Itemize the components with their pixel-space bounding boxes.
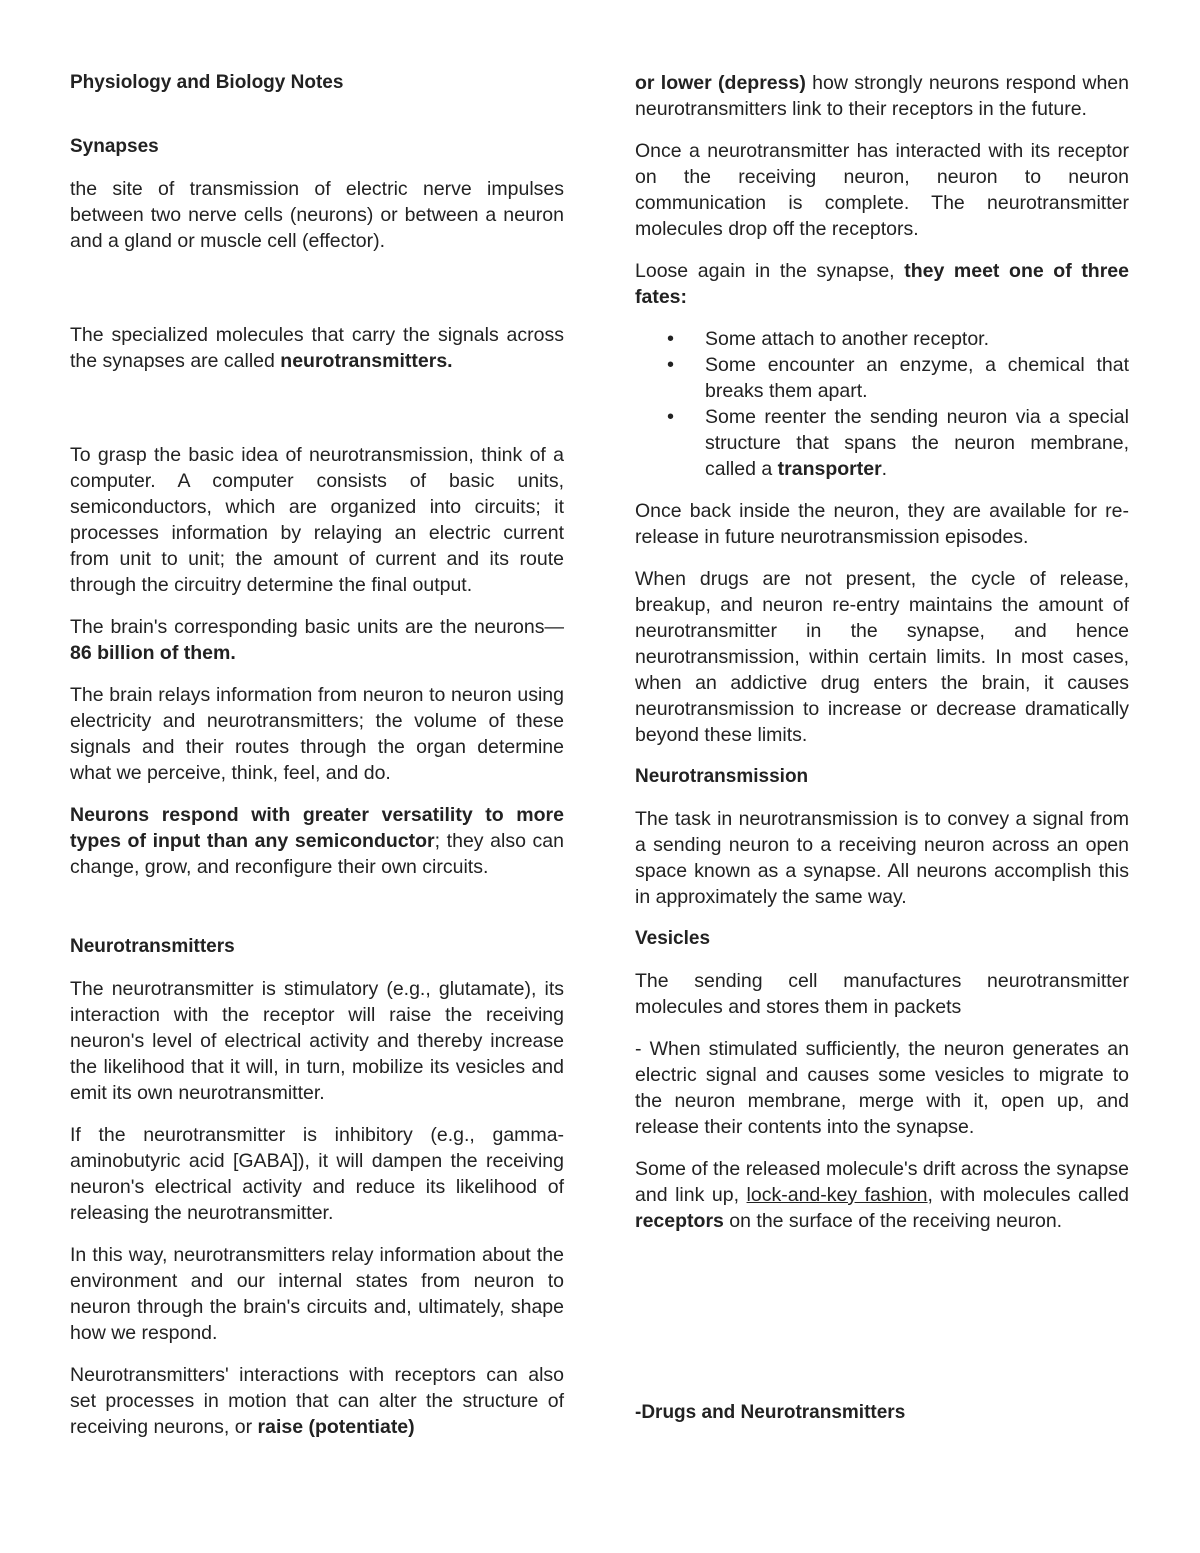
paragraph-task: The task in neurotransmission is to convey a signal from a sending neuron to a receiving neuron across an open space known as a synapse. All neurons accomplish this in approximately the same way. bbox=[635, 808, 1129, 908]
lock-and-key-link[interactable]: lock-and-key fashion bbox=[746, 1184, 928, 1206]
page-title: Physiology and Biology Notes bbox=[70, 72, 344, 93]
term-neurotransmitters: neurotransmitters. bbox=[280, 350, 453, 372]
versatility-bold: Neurons respond with greater versatility to more types of input than any semiconductor bbox=[70, 804, 564, 852]
paragraph-back-inside: Once back inside the neuron, they are available for re-release in future neurotransmission episodes. bbox=[635, 500, 1129, 548]
paragraph-neurons-count: The brain's corresponding basic units are the neurons—86 billion of them. bbox=[70, 616, 564, 664]
paragraph-loose-again: Loose again in the synapse, they meet one of three fates: bbox=[635, 260, 1129, 308]
paragraph-versatility: Neurons respond with greater versatility to more types of input than any semiconductor; they also can change, grow, and reconfigure their own circuits. bbox=[70, 804, 564, 878]
paragraph-neurotransmitters-intro: The specialized molecules that carry the signals across the synapses are called neurotransmitters. bbox=[70, 324, 564, 372]
heading-neurotransmission: Neurotransmission bbox=[635, 766, 809, 787]
heading-drugs-and-neurotransmitters: -Drugs and Neurotransmitters bbox=[635, 1402, 906, 1423]
paragraph-sending-cell: The sending cell manufactures neurotransmitter molecules and stores them in packets bbox=[635, 970, 1129, 1018]
heading-vesicles: Vesicles bbox=[635, 928, 711, 949]
paragraph-once-interacted: Once a neurotransmitter has interacted with its receptor on the receiving neuron, neuron to neuron communication is complete. The neurotransmitter molecules drop off the receptors. bbox=[635, 140, 1129, 240]
paragraph-brain-relays: The brain relays information from neuron to neuron using electricity and neurotransmitters; the volume of these signals and their routes through the organ determine what we perceive, think, feel, and do. bbox=[70, 684, 564, 784]
term-receptors: receptors bbox=[635, 1210, 724, 1232]
term-transporter: transporter bbox=[777, 458, 882, 480]
neurons-count-bold: 86 billion of them. bbox=[70, 642, 236, 664]
paragraph-drugs-not-present: When drugs are not present, the cycle of release, breakup, and neuron re-entry maintains the amount of neurotransmitter in the synapse, and hence neurotransmission, within certain limits. In most cases, when an addictive drug enters the brain, it causes neurotransmission to increase or decrease dramatically beyond these limits. bbox=[635, 568, 1129, 746]
lower-depress-bold: or lower (depress) bbox=[635, 72, 806, 94]
list-item: • Some reenter the sending neuron via a special structure that spans the neuron membrane, called a transporter. bbox=[705, 404, 1129, 482]
paragraph-synapses-definition: the site of transmission of electric nerve impulses between two nerve cells (neurons) or between a neuron and a gland or muscle cell (effector). bbox=[70, 178, 564, 252]
paragraph-inhibitory: If the neurotransmitter is inhibitory (e.g., gamma-aminobutyric acid [GABA]), it will dampen the receiving neuron's electrical activity and reduce its likelihood of releasing the neurotransmitter. bbox=[70, 1124, 564, 1224]
paragraph-continuation: or lower (depress) how strongly neurons respond when neurotransmitters link to their receptors in the future. bbox=[635, 72, 1130, 120]
heading-neurotransmitters: Neurotransmitters bbox=[70, 936, 235, 957]
list-item: • Some encounter an enzyme, a chemical that breaks them apart. bbox=[705, 352, 1129, 404]
paragraph-when-stimulated: - When stimulated sufficiently, the neuron generates an electric signal and causes some vesicles to migrate to the neuron membrane, merge with it, open up, and release their contents into the synapse. bbox=[635, 1038, 1129, 1138]
paragraph-stimulatory: The neurotransmitter is stimulatory (e.g., glutamate), its interaction with the receptor will raise the receiving neuron's level of electrical activity and thereby increase the likelihood that it will, in turn, mobilize its vesicles and emit its own neurotransmitter. bbox=[70, 978, 564, 1104]
paragraph-in-this-way: In this way, neurotransmitters relay information about the environment and our internal states from neuron to neuron through the brain's circuits and, ultimately, shape how we respond. bbox=[70, 1244, 564, 1344]
raise-potentiate-bold: raise (potentiate) bbox=[257, 1416, 415, 1438]
paragraph-computer-analogy: To grasp the basic idea of neurotransmission, think of a computer. A computer consists of basic units, semiconductors, which are organized into circuits; it processes information by relaying an electric current from unit to unit; the amount of current and its route through the circuitry determine the final output. bbox=[70, 444, 564, 596]
three-fates-bold: they meet one of three fates: bbox=[635, 260, 1129, 308]
paragraph-released-molecules: Some of the released molecule's drift across the synapse and link up, lock-and-key fashion, with molecules called receptors on the surface of the receiving neuron. bbox=[635, 1158, 1130, 1232]
left-column bbox=[70, 70, 564, 1456]
fates-list bbox=[635, 326, 1129, 482]
heading-synapses: Synapses bbox=[70, 136, 159, 157]
paragraph-interactions: Neurotransmitters' interactions with receptors can also set processes in motion that can alter the structure of receiving neurons, or raise (potentiate) bbox=[70, 1364, 564, 1438]
right-column bbox=[635, 70, 1129, 1442]
list-item: • Some attach to another receptor. bbox=[705, 326, 1129, 352]
